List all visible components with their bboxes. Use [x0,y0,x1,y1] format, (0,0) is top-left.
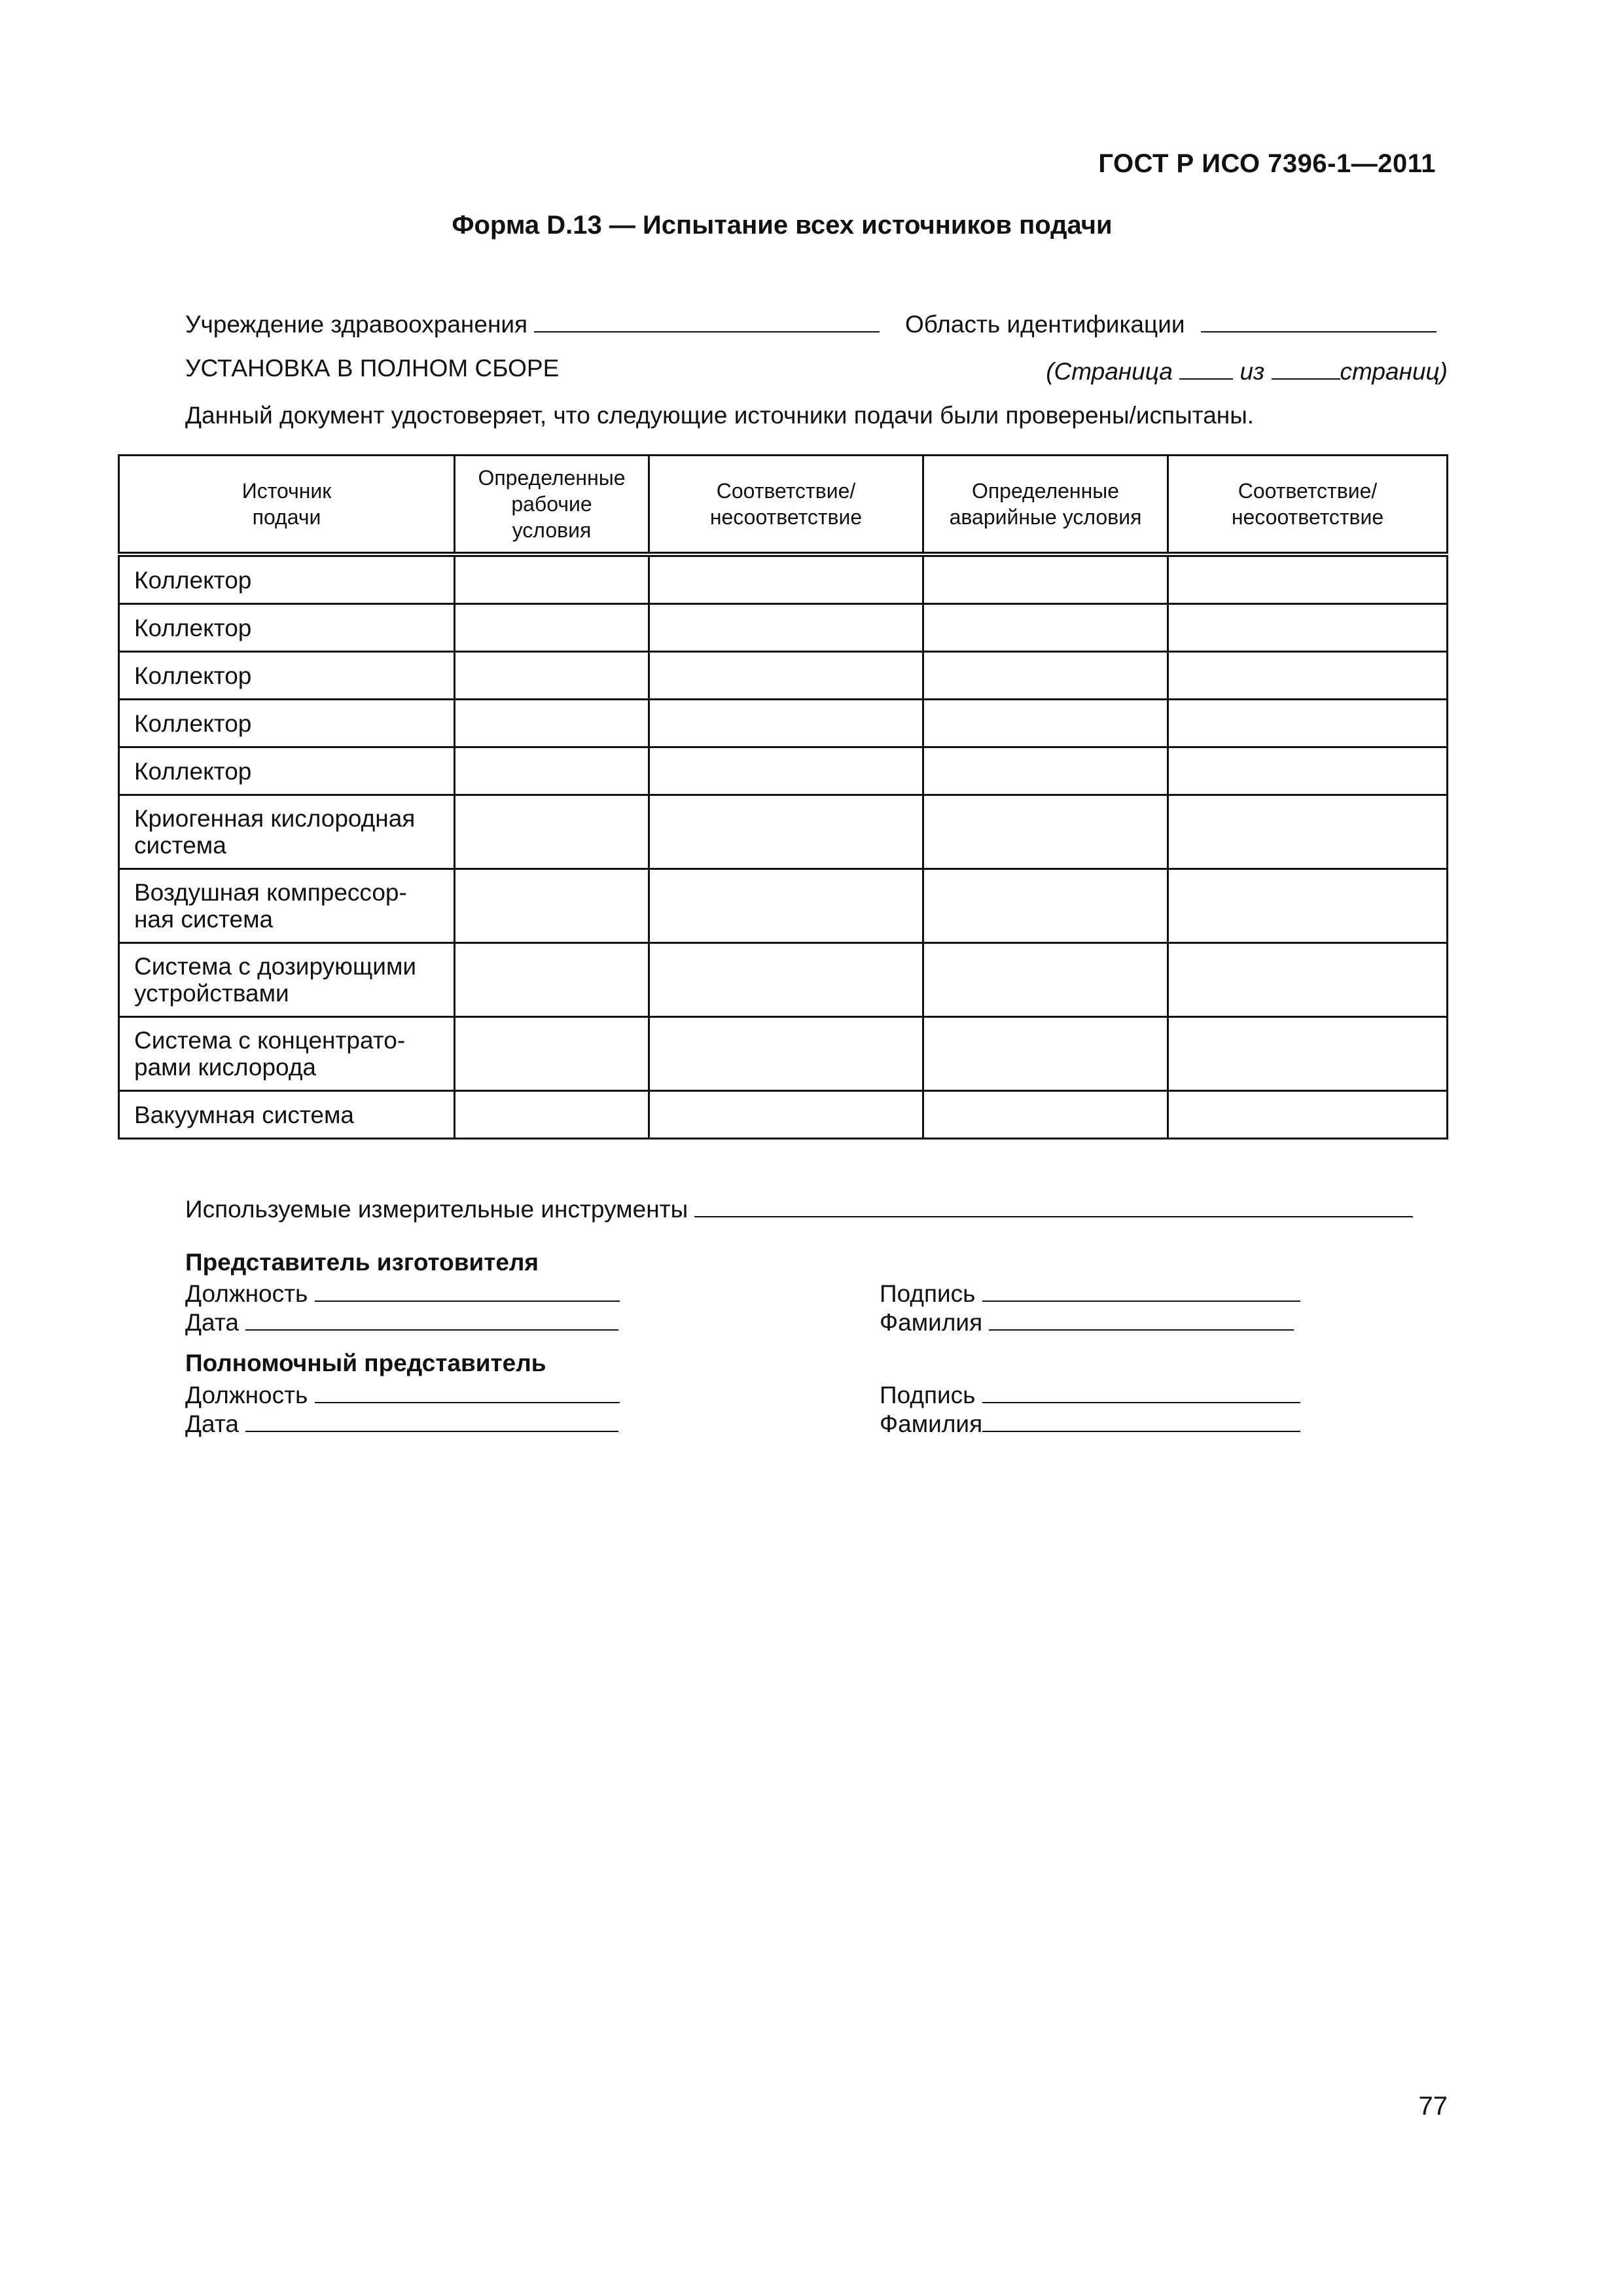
compliance-cell[interactable] [649,652,923,700]
manufacturer-position-blank[interactable] [315,1277,620,1302]
emergency-conditions-cell[interactable] [923,604,1168,652]
working-conditions-cell[interactable] [455,747,649,795]
table-row [119,604,1448,652]
source-cell: Система с концентрато- рами кислорода [119,1017,455,1091]
working-conditions-cell[interactable] [455,604,649,652]
surname-label: Фамилия [880,1410,983,1437]
compliance-cell[interactable] [1168,700,1448,747]
table-row [119,747,1448,795]
manufacturer-surname-blank[interactable] [989,1306,1294,1331]
authorized-signature-line [880,1378,1300,1409]
compliance-cell[interactable] [649,604,923,652]
instruments-blank[interactable] [694,1193,1413,1217]
institution-label: Учреждение здравоохранения [185,311,528,338]
compliance-cell[interactable] [1168,943,1448,1017]
compliance-cell[interactable] [1168,652,1448,700]
emergency-conditions-cell[interactable] [923,747,1168,795]
header-emergency-conditions: Определенные аварийные условия [923,456,1168,555]
table-row [119,795,1448,869]
authorized-date-blank[interactable] [245,1407,618,1432]
area-blank[interactable] [1201,308,1436,332]
table-row [119,869,1448,943]
header-compliance-1: Соответствие/ несоответствие [649,456,923,555]
compliance-cell[interactable] [1168,1017,1448,1091]
page-of-label: из [1240,358,1265,385]
compliance-cell[interactable] [649,1017,923,1091]
table-row [119,700,1448,747]
emergency-conditions-cell[interactable] [923,700,1168,747]
page-current-blank[interactable] [1179,355,1233,380]
authorized-surname-line [880,1407,1300,1438]
emergency-conditions-cell[interactable] [923,1091,1168,1139]
table-row [119,554,1448,604]
page-close-label: страниц) [1340,358,1448,385]
working-conditions-cell[interactable] [455,795,649,869]
compliance-cell[interactable] [649,943,923,1017]
surname-label: Фамилия [880,1309,983,1336]
compliance-cell[interactable] [649,795,923,869]
compliance-cell[interactable] [649,747,923,795]
working-conditions-cell[interactable] [455,943,649,1017]
instruments-label: Используемые измерительные инструменты [185,1196,688,1223]
date-label: Дата [185,1410,239,1437]
page-open-label: (Страница [1046,358,1173,385]
table-row [119,1091,1448,1139]
working-conditions-cell[interactable] [455,652,649,700]
source-cell: Вакуумная система [119,1091,455,1139]
manufacturer-date-line [185,1306,618,1336]
source-cell: Коллектор [119,700,455,747]
authorized-signature-blank[interactable] [982,1378,1300,1403]
working-conditions-cell[interactable] [455,869,649,943]
institution-line [185,308,880,338]
header-source: Источник подачи [119,456,455,555]
compliance-cell[interactable] [1168,604,1448,652]
source-cell: Коллектор [119,554,455,604]
compliance-cell[interactable] [649,1091,923,1139]
emergency-conditions-cell[interactable] [923,795,1168,869]
area-label: Область идентификации [905,311,1185,338]
compliance-cell[interactable] [1168,554,1448,604]
header-working-conditions: Определенные рабочие условия [455,456,649,555]
emergency-conditions-cell[interactable] [923,943,1168,1017]
page-count-line [1046,355,1448,386]
emergency-conditions-cell[interactable] [923,652,1168,700]
emergency-conditions-cell[interactable] [923,554,1168,604]
source-cell: Система с дозирующими устройствами [119,943,455,1017]
compliance-cell[interactable] [1168,747,1448,795]
working-conditions-cell[interactable] [455,1017,649,1091]
form-title: Форма D.13 — Испытание всех источников подачи [452,211,1113,240]
source-cell: Коллектор [119,604,455,652]
working-conditions-cell[interactable] [455,554,649,604]
manufacturer-signature-line [880,1277,1300,1308]
signature-label: Подпись [880,1280,976,1307]
page-number: 77 [1418,2092,1448,2121]
source-cell: Криогенная кислородная система [119,795,455,869]
source-cell: Воздушная компрессор- ная система [119,869,455,943]
header-compliance-2: Соответствие/ несоответствие [1168,456,1448,555]
position-label: Должность [185,1382,308,1408]
authorized-surname-blank[interactable] [982,1407,1300,1432]
manufacturer-signature-blank[interactable] [982,1277,1300,1302]
compliance-cell[interactable] [649,700,923,747]
authorized-position-line [185,1378,620,1409]
instruments-line [185,1193,1413,1223]
compliance-cell[interactable] [649,869,923,943]
source-cell: Коллектор [119,652,455,700]
supply-sources-table [118,454,1448,1139]
institution-blank[interactable] [534,308,880,332]
authorized-position-blank[interactable] [315,1378,620,1403]
manufacturer-heading: Представитель изготовителя [185,1249,539,1276]
table-row [119,1017,1448,1091]
manufacturer-position-line [185,1277,620,1308]
document-code: ГОСТ Р ИСО 7396-1—2011 [1098,149,1436,178]
authorized-date-line [185,1407,618,1438]
source-cell: Коллектор [119,747,455,795]
manufacturer-surname-line [880,1306,1294,1336]
date-label: Дата [185,1309,239,1336]
working-conditions-cell[interactable] [455,1091,649,1139]
compliance-cell[interactable] [1168,1091,1448,1139]
authorized-heading: Полномочный представитель [185,1350,546,1376]
position-label: Должность [185,1280,308,1307]
installation-label: УСТАНОВКА В ПОЛНОМ СБОРЕ [185,355,560,382]
compliance-cell[interactable] [1168,795,1448,869]
emergency-conditions-cell[interactable] [923,869,1168,943]
compliance-cell[interactable] [649,554,923,604]
signature-label: Подпись [880,1382,976,1408]
statement-text: Данный документ удостоверяет, что следующие источники подачи были проверены/испытаны. [185,402,1255,429]
manufacturer-date-blank[interactable] [245,1306,618,1331]
table-row [119,943,1448,1017]
emergency-conditions-cell[interactable] [923,1017,1168,1091]
table-header-row [119,456,1448,555]
table-row [119,652,1448,700]
compliance-cell[interactable] [1168,869,1448,943]
working-conditions-cell[interactable] [455,700,649,747]
area-line [905,308,1436,338]
page-total-blank[interactable] [1272,355,1340,380]
